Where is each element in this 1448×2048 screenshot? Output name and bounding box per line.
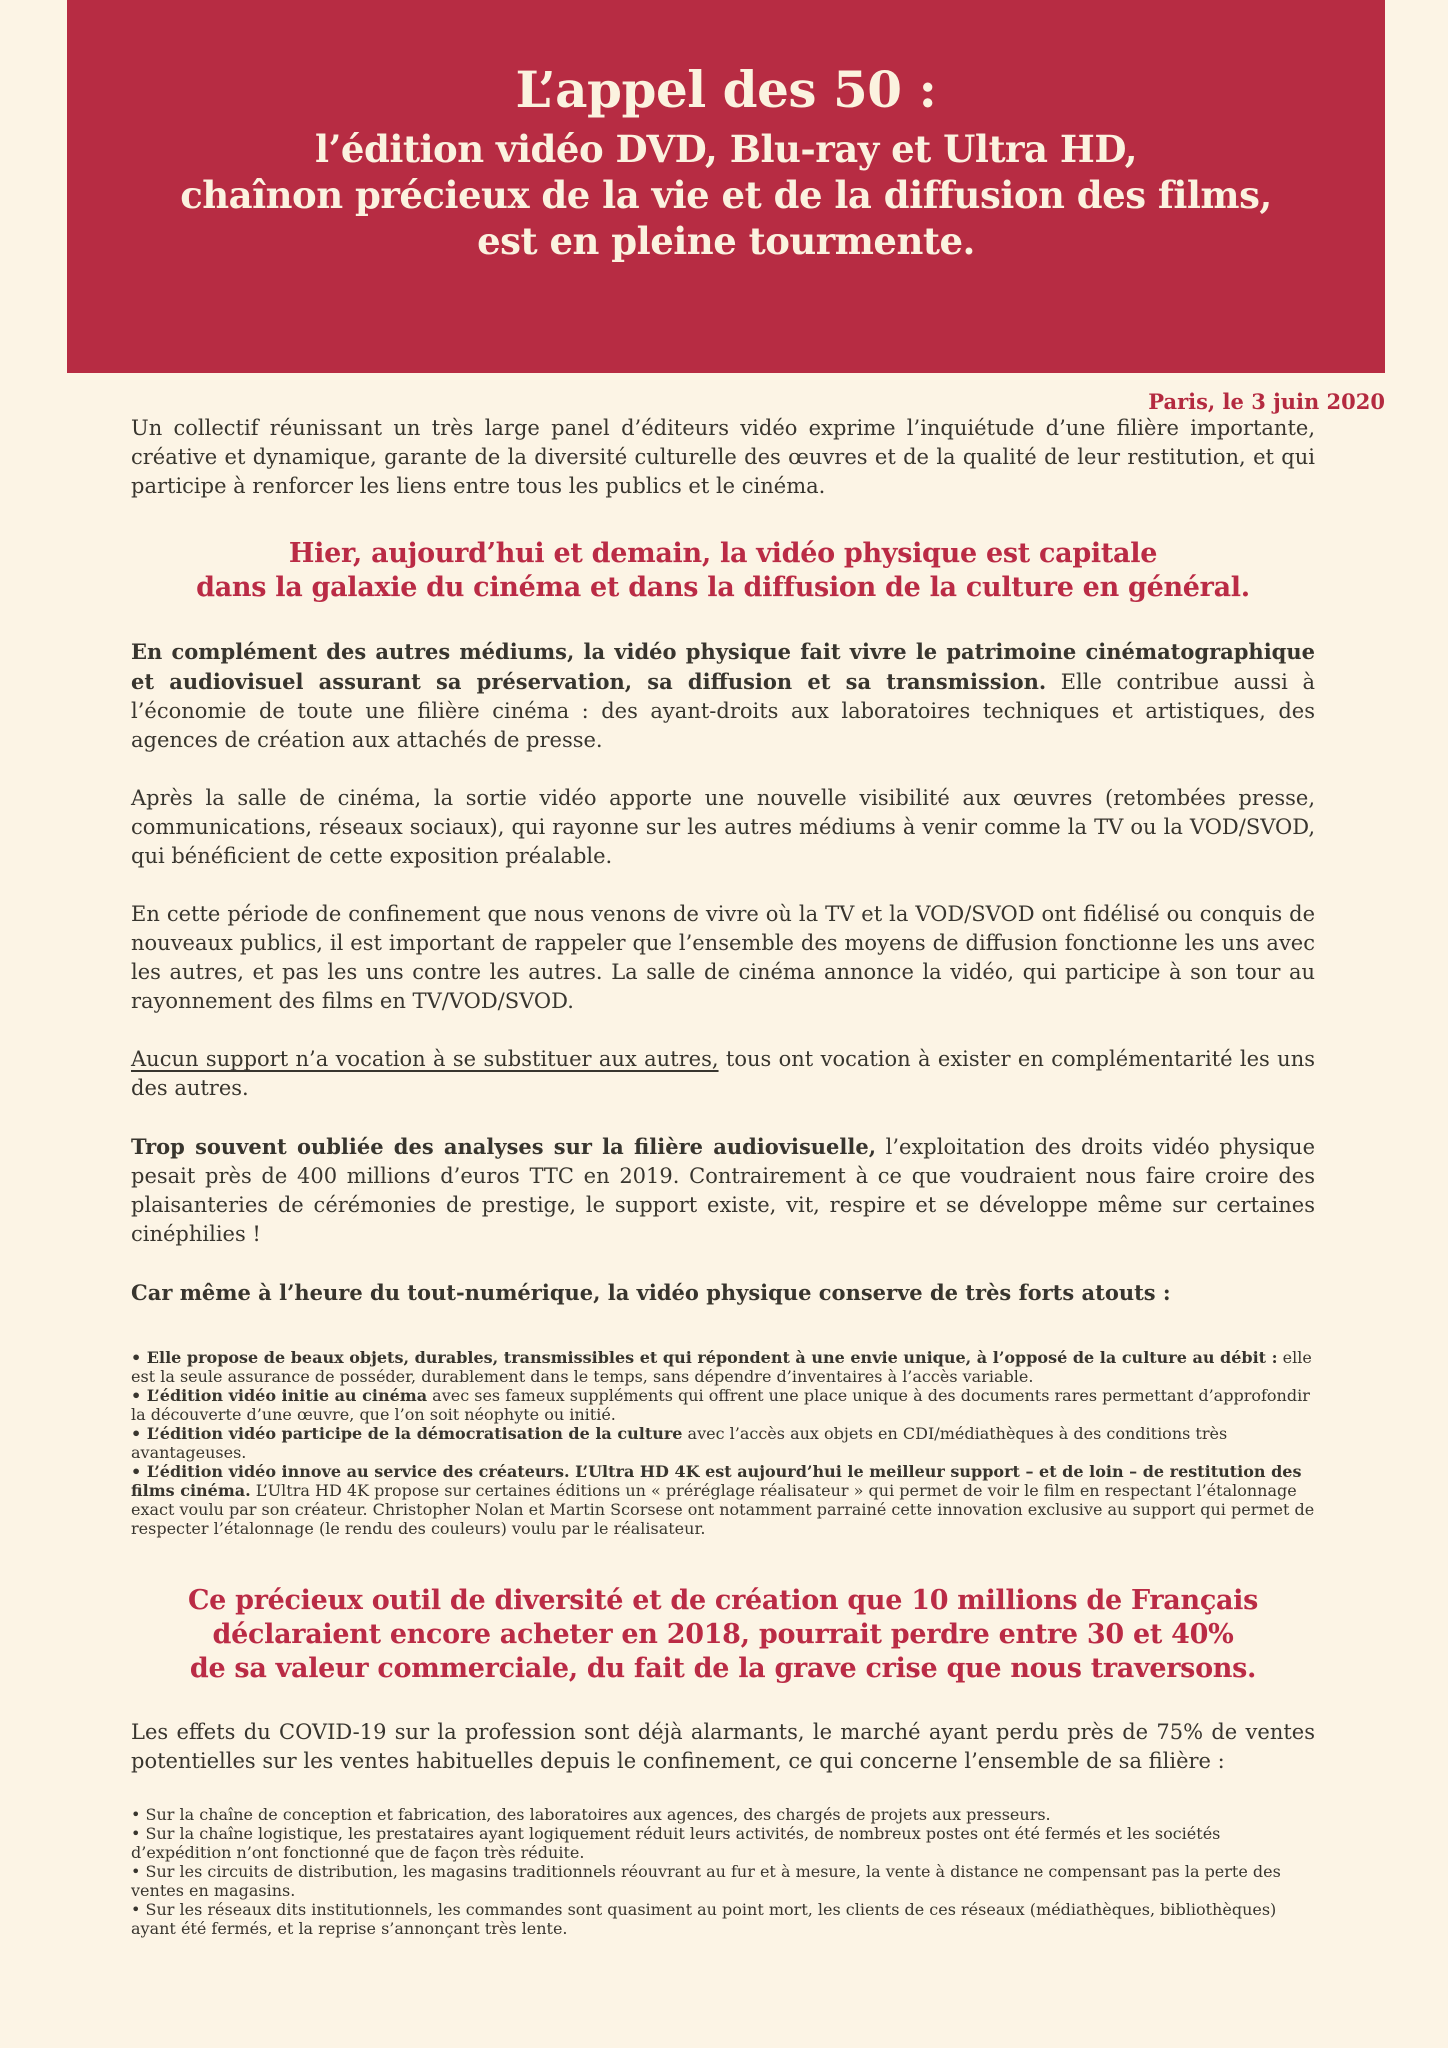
list-item-beaux-objets-lead: • Elle propose de beaux objets, durables, transmissibles et qui répondent à une envie unique, à l’opposé de la culture au débit : [131,1348,1278,1367]
red-heading-2-line-1: Ce précieux outil de diversité et de création que 10 millions de Français [187,1585,1259,1616]
red-heading-2 [131,1584,1315,1686]
dateline: Paris, le 3 juin 2020 [1148,389,1385,414]
red-heading-1-line-1: Hier, aujourd’hui et demain, la vidéo physique est capitale [288,538,1158,569]
paragraph-complement [131,637,1315,755]
list-item-initie-cinema [131,1386,1315,1424]
list-item-democratisation [131,1424,1315,1462]
intro-paragraph: Un collectif réunissant un très large panel d’éditeurs vidéo exprime l’inquiétude d’une filière importante, créative et dynamique, garante de la diversité culturelle des œuvres et de la qualité de leur restitution, et qui participe à renforcer les liens entre tous les publics et le cinéma. [131,416,1315,498]
list-item-distribution: • Sur les circuits de distribution, les magasins traditionnels réouvrant au fur et à mesure, la vente à distance ne compensant pas la perte des ventes en magasins. [131,1862,1281,1900]
document-title: L’appel des 50 : [515,60,937,119]
list-item-conception: • Sur la chaîne de conception et fabrication, des laboratoires aux agences, des chargés de projets aux presseurs. [131,1805,1051,1824]
list-item-logistique: • Sur la chaîne logistique, les prestataires ayant logiquement réduit leurs activités, de nombreux postes ont été fermés et les sociétés d’expédition n’ont fonctionné que de façon très réduite. [131,1824,1221,1862]
red-heading-1-line-2: dans la galaxie du cinéma et dans la diffusion de la culture en général. [196,572,1250,603]
paragraph-atouts-intro: Car même à l’heure du tout-numérique, la vidéo physique conserve de très forts atouts : [131,1280,1171,1305]
title-banner [67,0,1385,373]
red-heading-1 [131,537,1315,605]
list-item-beaux-objets [131,1348,1315,1386]
paragraph-substitution-underlined: Aucun support n’a vocation à se substituer aux autres, [131,1047,719,1071]
paragraph-complement-lead: En complément des autres médiums, la vidéo physique fait vivre le patrimoine cinématographique et audiovisuel assurant sa préservation, sa diffusion et sa transmission. [131,639,1315,694]
list-item-innove-lead: • L’édition vidéo innove au service des créateurs. L’Ultra HD 4K est aujourd’hui le meilleur support – et de loin – de restitution des films cinéma. [131,1462,1302,1500]
atouts-list [131,1348,1315,1538]
list-item-democratisation-lead: • L’édition vidéo participe de la démocratisation de la culture [131,1424,683,1443]
paragraph-confinement: En cette période de confinement que nous venons de vivre où la TV et la VOD/SVOD ont fidélisé ou conquis de nouveaux publics, il est important de rappeler que l’ensemble des moyens de diffusion fonctionne les uns avec les autres, et pas les uns contre les autres. La salle de cinéma annonce la vidéo, qui participe à son tour au rayonnement des films en TV/VOD/SVOD. [131,902,1315,1013]
paragraph-substitution-rest: tous ont vocation à exister en complémentarité les uns des autres. [131,1047,1316,1100]
red-heading-2-line-3: de sa valeur commerciale, du fait de la grave crise que nous traversons. [189,1653,1257,1684]
list-item-innove [131,1462,1315,1538]
list-item-beaux-objets-rest: elle est la seule assurance de posséder, durablement dans le temps, sans dépendre d’inventaires à l’accès variable. [131,1348,1312,1386]
subtitle-line-1: l’édition vidéo DVD, Blu-ray et Ultra HD, [314,127,1138,171]
paragraph-salle-cinema: Après la salle de cinéma, la sortie vidéo apporte une nouvelle visibilité aux œuvres (retombées presse, communications, réseaux sociaux), qui rayonne sur les autres médiums à venir comme la TV ou la VOD/SVOD, qui bénéficient de cette exposition préalable. [131,786,1315,868]
document-subtitle [67,126,1385,264]
subtitle-line-2: chaînon précieux de la vie et de la diffusion des films, [180,173,1272,217]
paragraph-chiffres [131,1132,1315,1249]
red-heading-2-line-2: déclaraient encore acheter en 2018, pourrait perdre entre 30 et 40% [212,1619,1234,1650]
paragraph-substitution [131,1045,1315,1103]
letter-body [131,414,1315,1938]
list-item-innove-rest: L’Ultra HD 4K propose sur certaines éditions un « préréglage réalisateur » qui permet de voir le film en respectant l’étalonnage exact voulu par son créateur. Christopher Nolan et Martin Scorsese ont notamment parrainé cette innovation exclusive au support qui permet de respecter l’étalonnage (le rendu des couleurs) voulu par le réalisateur. [131,1481,1315,1538]
paragraph-covid-intro: Les effets du COVID-19 sur la profession sont déjà alarmants, le marché ayant perdu près de 75% de ventes potentielles sur les ventes habituelles depuis le confinement, ce qui concerne l’ensemble de sa filière : [131,1720,1315,1773]
list-item-institutionnels: • Sur les réseaux dits institutionnels, les commandes sont quasiment au point mort, les clients de ces réseaux (médiathèques, bibliothèques) ayant été fermés, et la reprise s’annonçant très lente. [131,1900,1277,1938]
list-item-initie-cinema-lead: • L’édition vidéo initie au cinéma [131,1386,428,1405]
paragraph-chiffres-rest: l’exploitation des droits vidéo physique pesait près de 400 millions d’euros TTC en 2019. Contrairement à ce que voudraient nous faire croire des plaisanteries de cérémonies de prestige, le support existe, vit, respire et se développe même sur certaines cinéphilies ! [131,1135,1315,1246]
list-item-democratisation-rest: avec l’accès aux objets en CDI/médiathèques à des conditions très avantageuses. [131,1424,1228,1462]
list-item-initie-cinema-rest: avec ses fameux suppléments qui offrent une place unique à des documents rares permettant d’approfondir la découverte d’une œuvre, que l’on soit néophyte ou initié. [131,1386,1310,1424]
paragraph-chiffres-lead: Trop souvent oubliée des analyses sur la filière audiovisuelle, [131,1134,877,1159]
subtitle-line-3: est en pleine tourmente. [477,219,975,263]
paragraph-complement-rest: Elle contribue aussi à l’économie de toute une filière cinéma : des ayant-droits aux laboratoires techniques et artistiques, des agences de création aux attachés de presse. [131,670,1315,752]
covid-effects-list [131,1805,1315,1938]
